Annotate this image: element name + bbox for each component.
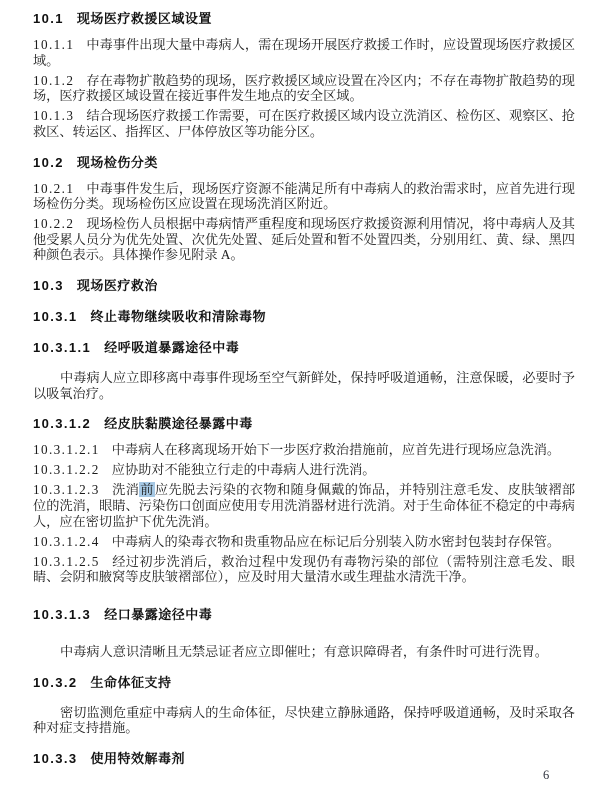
clause-text: 中毒事件发生后，现场医疗资源不能满足所有中毒病人的救治需求时，应首先进行现场检伤分类。现场检伤区应设置在现场洗消区附近。 bbox=[33, 180, 575, 212]
heading-title: 现场检伤分类 bbox=[76, 154, 158, 170]
clause-number: 10.1.1 bbox=[33, 37, 75, 52]
clause-10-3-1-2-1 bbox=[33, 442, 575, 458]
paragraph-respiratory: 中毒病人应立即移离中毒事件现场至空气新鲜处，保持呼吸道通畅，注意保暖，必要时予以吸氧治疗。 bbox=[33, 370, 575, 401]
paragraph-vital-signs: 密切监测危重症中毒病人的生命体征，尽快建立静脉通路，保持呼吸道通畅，及时采取各种对症支持措施。 bbox=[33, 704, 575, 736]
heading-title: 现场医疗救治 bbox=[76, 278, 158, 294]
clause-text: 洗消 bbox=[111, 482, 140, 498]
clause-text: 应先脱去污染的衣物和随身佩戴的饰品，并特别注意毛发、皮肤皱褶部位的洗消，眼睛、污染伤口创面应使用专用洗消器材进行洗消。对于生命体征不稳定的中毒病人，应在密切监护下优先洗消。 bbox=[33, 482, 576, 529]
clause-10-2-2 bbox=[33, 216, 575, 263]
heading-number: 10.3.2 bbox=[33, 674, 78, 690]
highlighted-text: 前 bbox=[140, 482, 154, 498]
heading-title: 经口暴露途径中毒 bbox=[104, 606, 213, 622]
clause-number: 10.3.1.2.2 bbox=[33, 462, 100, 478]
page-number: 6 bbox=[543, 768, 550, 782]
clause-10-2-1 bbox=[33, 181, 575, 212]
heading-10-3-1 bbox=[33, 309, 575, 325]
clause-number: 10.2.2 bbox=[33, 216, 75, 232]
clause-10-3-1-2-2 bbox=[33, 462, 575, 478]
heading-10-3-3 bbox=[33, 751, 575, 767]
heading-number: 10.3 bbox=[33, 278, 64, 294]
heading-10-2 bbox=[33, 155, 575, 171]
clause-10-3-1-2-5 bbox=[33, 554, 575, 585]
heading-title: 现场医疗救援区域设置 bbox=[76, 11, 212, 26]
clause-text: 应协助对不能独立行走的中毒病人进行洗消。 bbox=[111, 462, 376, 478]
clause-text: 中毒病人在移离现场开始下一步医疗救治措施前，应首先进行现场应急洗消。 bbox=[111, 442, 561, 458]
heading-title: 经皮肤黏膜途径暴露中毒 bbox=[104, 416, 253, 432]
heading-number: 10.2 bbox=[33, 154, 64, 170]
clause-text: 中毒病人的染毒衣物和贵重物品应在标记后分别装入防水密封包装封存保管。 bbox=[111, 533, 561, 549]
clause-text: 经过初步洗消后，救治过程中发现仍有毒物污染的部位（需特别注意毛发、眼睛、会阴和腋窝等皮肤皱褶部位），应及时用大量清水或生理盐水清洗干净。 bbox=[33, 553, 575, 585]
paragraph-oral: 中毒病人意识清晰且无禁忌证者应立即催吐；有意识障碍者，有条件时可进行洗胃。 bbox=[60, 643, 548, 659]
heading-10-3-2 bbox=[33, 675, 575, 691]
heading-number: 10.3.3 bbox=[33, 750, 78, 766]
heading-10-1 bbox=[33, 11, 575, 27]
clause-10-1-3 bbox=[33, 108, 575, 139]
clause-number: 10.3.1.2.5 bbox=[33, 553, 100, 569]
clause-10-1-1 bbox=[33, 37, 575, 68]
clause-10-3-1-2-3 bbox=[33, 482, 575, 529]
heading-10-3 bbox=[33, 278, 575, 294]
heading-number: 10.3.1.2 bbox=[33, 416, 92, 432]
heading-10-3-1-1 bbox=[33, 340, 575, 356]
heading-number: 10.3.1.3 bbox=[33, 606, 92, 622]
clause-number: 10.1.3 bbox=[33, 108, 75, 124]
heading-title: 生命体征支持 bbox=[90, 674, 172, 690]
clause-number: 10.2.1 bbox=[33, 180, 75, 196]
heading-number: 10.3.1 bbox=[33, 309, 78, 325]
clause-text: 中毒事件出现大量中毒病人，需在现场开展医疗救援工作时，应设置现场医疗救援区域。 bbox=[33, 37, 575, 68]
heading-number: 10.1 bbox=[33, 11, 64, 26]
clause-text: 存在毒物扩散趋势的现场，医疗救援区域应设置在冷区内；不存在毒物扩散趋势的现场，医疗救援区域设置在接近事件发生地点的安全区域。 bbox=[33, 72, 575, 104]
clause-10-1-2 bbox=[33, 73, 575, 104]
clause-text: 结合现场医疗救援工作需要，可在医疗救援区域内设立洗消区、检伤区、观察区、抢救区、转运区、指挥区、尸体停放区等功能分区。 bbox=[33, 108, 575, 139]
heading-10-3-1-2 bbox=[33, 416, 575, 432]
clause-number: 10.3.1.2.3 bbox=[33, 482, 100, 498]
heading-10-3-1-3 bbox=[33, 607, 575, 623]
heading-number: 10.3.1.1 bbox=[33, 340, 92, 356]
heading-title: 经呼吸道暴露途径中毒 bbox=[104, 340, 240, 356]
heading-title: 终止毒物继续吸收和清除毒物 bbox=[90, 309, 267, 325]
heading-title: 使用特效解毒剂 bbox=[90, 750, 186, 766]
clause-text: 现场检伤人员根据中毒病情严重程度和现场医疗救援资源利用情况，将中毒病人及其他受累人员分为优先处置、次优先处置、延后处置和暂不处置四类，分别用红、黄、绿、黑四种颜色表示。具体操作参见附录 A。 bbox=[33, 216, 575, 263]
clause-number: 10.1.2 bbox=[33, 72, 75, 88]
clause-10-3-1-2-4 bbox=[33, 534, 575, 550]
clause-number: 10.3.1.2.4 bbox=[33, 533, 100, 549]
clause-number: 10.3.1.2.1 bbox=[33, 442, 100, 458]
